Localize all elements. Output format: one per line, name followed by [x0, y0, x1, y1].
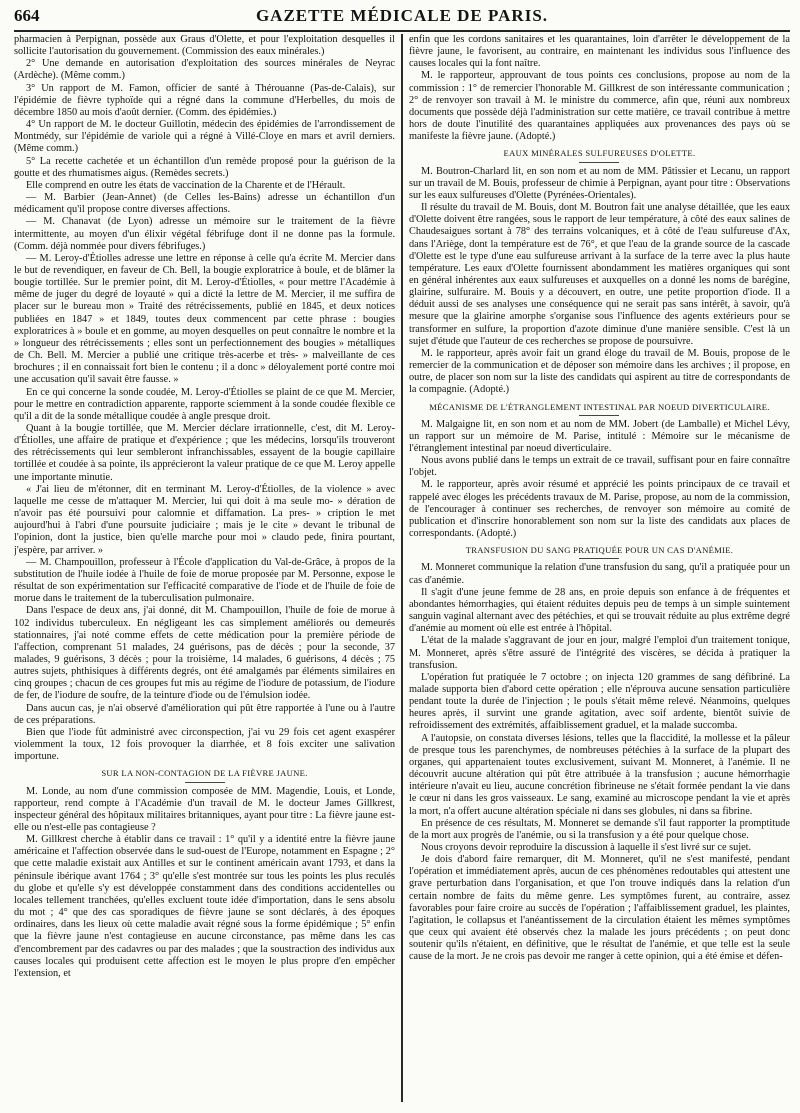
paragraph: 2° Une demande en autorisation d'exploitation des sources minérales de Neyrac (Ardèche). (Même comm.)	[14, 58, 396, 82]
paragraph: Je dois d'abord faire remarquer, dit M. Monneret, qu'il ne s'est manifesté, pendant l'opération et immédiatement après, aucun de ces phénomènes redoutables qui attestent une grave perturbation dans l'organisation, et que l'on trouve indiqués dans la relation d'un certain nombre de faits du même genre. Les symptômes furent, au contraire, assez favorables pour faire croire au succès de l'opération ; l'affaiblissement graduel, les plaintes, l'agitation, le collapsus et l'anéantissement de la circulation étaient les mêmes symptômes que ceux qui avaient été observés chez la malade les jours précédents ; on peut donc soutenir qu'ils n'étaient, en définitive, que le résultat de l'anémie, et que telle est la seule cause de la mort. Je ne crois pas devoir me ranger à cette opinion, qui a été émise et défen-	[408, 854, 790, 963]
paragraph: M. Monneret communique la relation d'une transfusion du sang, qu'il a pratiquée pour un cas d'anémie.	[408, 562, 790, 586]
paragraph: — M. Champouillon, professeur à l'École d'application du Val-de-Grâce, à propos de la substitution de l'huile iodée à l'huile de foie de morue proposée par M. Personne, expose le résultat de son expérimentation sur l'efficacité comparative de l'iode et de l'huile de foie de morue dans le traitement de la tuberculisation pulmonaire.	[14, 556, 396, 605]
text-columns	[14, 34, 790, 1102]
left-column	[14, 34, 395, 1102]
right-column	[409, 34, 790, 1102]
paragraph: Dans aucun cas, je n'ai observé d'amélioration qui pût être rapportée à l'une ou à l'autre de ces préparations.	[14, 702, 396, 726]
paragraph: M. le rapporteur, approuvant de tous points ces conclusions, propose au nom de la commission : 1° de remercier l'honorable M. Gillkrest de son intéressante communication ; 2° de renvoyer son travail à M. le ministre du commerce, afin que, réuni aux nombreux documents que possède déjà l'administration sur cette matière, ce travail contribue à mettre hors de doute l'inutilité des quarantaines appliquées aux provenances des pays où se manifeste la fièvre jaune. (Adopté.)	[408, 70, 790, 143]
page-number: 664	[14, 6, 40, 25]
paragraph: Il résulte du travail de M. Bouis, dont M. Boutron fait une analyse détaillée, que les eaux d'Olette doivent être rangées, sous le rapport de leur température, à côté des eaux salines de Chaudesaigues sortant à 78° des terrains volcaniques, et à côté de l'eau sulfureuse d'Ax, dans l'Ariège, dont la température est de 76°, et que l'eau de la grande source de la cascade d'Olette est le type d'une eau sulfureuse arrivant à la surface de la terre avec la plus haute température. Les eaux d'Olette fournissent abondamment les matières organiques qui sont en général inhérentes aux eaux sulfureuses et auxquelles on a donné les noms de barégine, glairine, sulfuraire. M. Bouis y a découvert, en outre, une petite proportion d'iode. Il a déduit aussi de ses analyses une conséquence qui ne serait pas sans intérêt, à savoir, qu'à mesure que la glairine amorphe s'organise sous l'influence des agents extérieurs pour se transformer en sulfure, la proportion d'azote diminue d'une manière sensible. C'est là un sujet d'étude que l'auteur de ces recherches se propose de poursuivre.	[408, 202, 790, 347]
paragraph: En présence de ces résultats, M. Monneret se demande s'il faut rapporter la promptitude de la mort aux progrès de l'anémie, ou si la transfusion y a été pour quelque chose.	[408, 817, 790, 841]
paragraph: Nous avons publié dans le temps un extrait de ce travail, suffisant pour en faire connaître l'objet.	[408, 455, 790, 479]
paragraph: A l'autopsie, on constata diverses lésions, telles que la flaccidité, la mollesse et la pâleur de presque tous les parenchymes, de nombreuses pétéchies à la surface de la plupart des organes, qui appartenaient toutes exclusivement, suivant M. Monneret, à l'anémie. Il ne découvrit aucune altération qui pût être attribuée à la transfusion ; aucune hémorrhagie intérieure n'avait eu lieu, aucune concrétion fibrineuse ne s'était formée pendant la vie dans le cœur ni dans les gros vaisseaux. Le sang, examiné au microscope pendant la vie et après la mort, n'a offert aucune altération spéciale ni dans ses globules, ni dans sa fibrine.	[408, 732, 790, 817]
page-header	[14, 6, 790, 32]
paragraph: Elle comprend en outre les états de vaccination de la Charente et de l'Hérault.	[26, 179, 346, 191]
paragraph: L'opération fut pratiquée le 7 octobre ; on injecta 120 grammes de sang défibriné. La malade supporta bien d'abord cette opération ; elle n'éprouva aucune sensation particulière pendant toute la durée de l'injection ; le pouls s'était même relevé. Néanmoins, quelques heures après, il survint une grande agitation, avec soif ardente, bientôt suivie de refroidissement des extrémités, affaiblissement graduel, et la malade succomba.	[408, 671, 790, 732]
paragraph: — M. Leroy-d'Étiolles adresse une lettre en réponse à celle qu'a écrite M. Mercier dans le but de revendiquer, en faveur de Ch. Bell, la bougie exploratrice à boule, et de blâmer la bougie tortillée. Sur le premier point, dit M. Leroy-d'Étiolles, « pour mettre l'Académie à même de juger du degré de loyauté » qui a dicté la lettre de M. Mercier, il me suffira de placer sur le bureau mon » Traité des rétrécissements, publié en 1845, et deux notices publiées en 1847 » et 1849, toutes deux commencent par cette phrase : bougies exploratrices à » boule et en gomme, au moyen desquelles on peut connaître le nombre et la » longueur des rétrécissements ; elles sont un perfectionnement des bougies » métalliques de Ch. Bell. M. Mercier a publié une critique très-acerbe et très- » malveillante de ces brochures ; il en connaissait fort bien le contenu ; il a donc » déloyalement porté contre moi une accusation qu'il savait être fausse. »	[14, 252, 396, 386]
paragraph: Dans l'espace de deux ans, j'ai donné, dit M. Champouillon, l'huile de foie de morue à 102 individus tuberculeux. En négligeant les cas simplement améliorés ou demeurés stationnaires, j'ai noté comme effets de cette médication pour la première période de l'affection, comprenant 51 malades, 24 guérisons, pas de décès ; pour la seconde, 37 malades, 9 guérisons, 3 décès ; pour la troisième, 14 malades, 6 guérisons, 4 décès ; 75 autres sujets, phthisiques à différents degrés, ont été amalgamés par éléments similaires en cinq groupes ; chacun de ces groupes fut mis au régime de l'iodure de potassium, de l'iodure de fer, de l'iodure de soufre, de la teinture d'iode ou de l'émulsion iodée.	[14, 605, 396, 702]
paragraph: Nous croyons devoir reproduire la discussion à laquelle il s'est livré sur ce sujet.	[420, 842, 752, 853]
section-heading: SUR LA NON-CONTAGION DE LA FIÈVRE JAUNE.	[14, 767, 395, 782]
paragraph: pharmacien à Perpignan, possède aux Graus d'Olette, et pour l'exploitation desquelles il sollicite l'autorisation du gouvernement. (Commission des eaux minérales.)	[14, 34, 396, 58]
paragraph: — M. Chanavat (de Lyon) adresse un mémoire sur le traitement de la fièvre intermittente, au moyen d'un élixir végétal fébrifuge dont il ne donne pas la formule. (Comm. déjà nommée pour divers fébrifuges.)	[14, 216, 396, 252]
paragraph: L'état de la malade s'aggravant de jour en jour, malgré l'emploi d'un traitement tonique, M. Monneret, après s'être assuré de l'intégrité des viscères, se décida à pratiquer la transfusion.	[408, 635, 790, 671]
paragraph: « J'ai lieu de m'étonner, dit en terminant M. Leroy-d'Étiolles, de la violence » avec laquelle me cesse de m'attaquer M. Mercier, lui qui doit à ma seule mo- » dération de n'avoir pas été poursuivi pour calomnie et diffamation. La pres- » cription le met aujourd'hui à l'abri d'une poursuite judiciaire ; mais je le cite » devant le tribunal de l'opinion, dont la justice, bien qu'elle marche pour moi » claudo pede, finira pourtant, j'espère, par arriver. »	[14, 483, 396, 556]
paragraph: M. Londe, au nom d'une commission composée de MM. Magendie, Louis, et Londe, rapporteur, rend compte à l'Académie d'un travail de M. le docteur James Gillkrest, inspecteur général des hôpitaux militaires britanniques, ayant pour titre : La fièvre jaune est-elle ou n'est-elle pas contagieuse ?	[14, 785, 396, 833]
section-heading: MÉCANISME DE L'ÉTRANGLEMENT INTESTINAL PAR NOEUD DIVERTICULAIRE.	[409, 401, 790, 416]
paragraph: M. Malgaigne lit, en son nom et au nom de MM. Jobert (de Lamballe) et Michel Lévy, un rapport sur un mémoire de M. Parise, intitulé : Mémoire sur le mécanisme de l'étranglement intestinal par noeud diverticulaire.	[408, 418, 790, 454]
section-heading: EAUX MINÉRALES SULFUREUSES D'OLETTE.	[409, 147, 790, 162]
paragraph: M. le rapporteur, après avoir fait un grand éloge du travail de M. Bouis, propose de le remercier de la communication et de déposer son mémoire dans les archives ; il propose, en outre, de placer son nom sur la liste des candidats qui aspirent au titre de correspondants de la compagnie. (Adopté.)	[408, 347, 790, 396]
paragraph: enfin que les cordons sanitaires et les quarantaines, loin d'arrêter le développement de la fièvre jaune, le favorisent, au contraire, en maintenant les individus sous l'influence des causes locales qui la font naître.	[408, 34, 790, 70]
paragraph: En ce qui concerne la sonde coudée, M. Leroy-d'Étiolles se plaint de ce que M. Mercier, pour le mettre en contradiction apparente, rapporte sciemment à la sonde coudée flexible ce qu'il a dit de la sonde métallique coudée à angle presque droit.	[14, 386, 396, 422]
paragraph: M. Boutron-Charlard lit, en son nom et au nom de MM. Pâtissier et Lecanu, un rapport sur un travail de M. Bouis, professeur de chimie à Perpignan, ayant pour titre : Observations sur les eaux sulfureuses d'Olette (Pyrénées-Orientales).	[408, 165, 790, 201]
paragraph: Quant à la bougie tortillée, que M. Mercier déclare irrationnelle, c'est, dit M. Leroy-d'Étiolles, une affaire de pratique et d'expérience ; que les médecins, lorsqu'ils trouveront des rétrécissements qui leur sembleront infranchissables, essayent de la bougie capillaire tortillée et coudée à sa pointe, ils apprécieront la valeur pratique de ce que M. Leroy appelle une importante minutie.	[14, 423, 396, 483]
column-rule	[401, 34, 403, 1102]
paragraph: M. Gillkrest cherche à établir dans ce travail : 1° qu'il y a identité entre la fièvre jaune américaine et l'affection observée dans le sud-ouest de l'Europe, notamment en Espagne ; 2° que cette maladie existait aux Antilles et sur le continent américain avant 1793, et dans la péninsule ibérique avant 1764 ; 3° qu'elle s'est montrée sur tous les points les plus reculés du globe et qu'elle s'y est développée constamment dans des conditions accidentelles ou locales tellement tranchées, qu'elles excluent toute idée d'importation, dans le sens absolu du mot ; 4° que des cas sporadiques de fièvre jaune se sont déclarés, à des époques ordinaires, dans les lieux où cette maladie avait régné sous la forme épidémique ; 5° enfin que la fièvre jaune n'est contagieuse en aucune circonstance, pas même dans les cas d'encombrement par des cadavres ou par des malades ; que la soustraction des individus aux causes locales qui produisent cette affection est le moyen le plus propre d'en empêcher l'extension, et	[14, 834, 396, 979]
paragraph: 5° La recette cachetée et un échantillon d'un remède proposé pour la guérison de la goutte et des rhumatismes aigus. (Remèdes secrets.)	[14, 155, 396, 179]
paragraph: — M. Barbier (Jean-Annet) (de Celles les-Bains) adresse un échantillon d'un médicament qu'il propose contre diverses affections.	[14, 192, 396, 216]
paragraph: Bien que l'iode fût administré avec circonspection, j'ai vu 29 fois cet agent exaspérer violemment la toux, 12 fois provoquer la diarrhée, et 8 fois exciter une salivation importune.	[14, 726, 396, 763]
paragraph: 3° Un rapport de M. Famon, officier de santé à Thérouanne (Pas-de-Calais), sur l'épidémie de fièvre typhoïde qui a régné dans la commune d'Herbelles, du mois de décembre 1850 au mois d'août dernier. (Comm. des épidémies.)	[14, 82, 396, 118]
paragraph: 4° Un rapport de M. le docteur Guillotin, médecin des épidémies de l'arrondissement de Montmédy, sur l'épidémie de variole qui a régné à Villé-Cloye en mars et avril derniers. (Même comm.)	[14, 119, 396, 155]
section-heading: TRANSFUSION DU SANG PRATIQUÉE POUR UN CAS D'ANÉMIE.	[409, 544, 790, 559]
paragraph: M. le rapporteur, après avoir résumé et apprécié les points principaux de ce travail et rappelé avec éloges les précédents travaux de M. Parise, propose, au nom de la commission, de l'encourager à continuer ses recherches, de renvoyer son mémoire au comité de publication et d'inscrire honorablement son nom sur la liste des candidats aux places de correspondants. (Adopté.)	[408, 479, 790, 540]
paragraph: Il s'agit d'une jeune femme de 28 ans, en proie depuis son enfance à de fréquentes et abondantes hémorrhagies, qui étaient réduites depuis peu de temps à un simple suintement sanguin vaginal alternant avec des pétéchies, et qui se trouvait réduite au plus extrême degré d'anémie au moment où elle est entrée à l'hôpital.	[408, 586, 790, 635]
journal-title: GAZETTE MÉDICALE DE PARIS.	[255, 6, 549, 25]
